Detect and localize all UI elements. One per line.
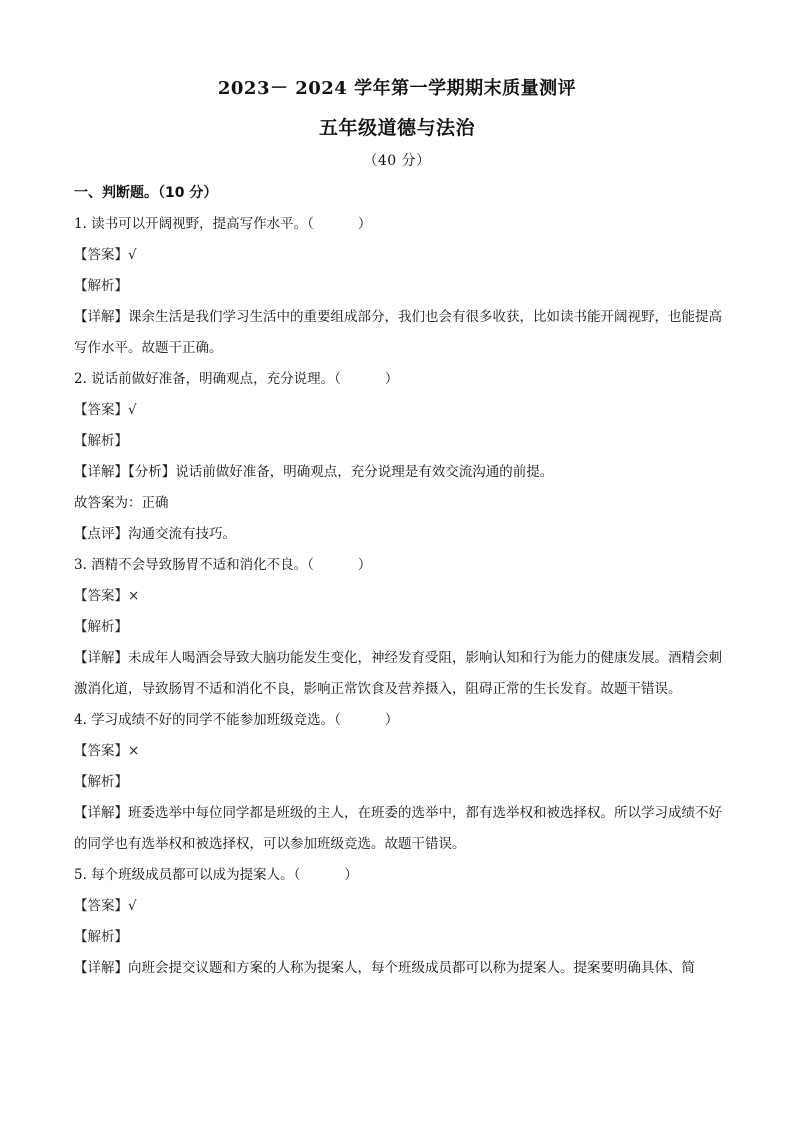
- analysis-label: 【解析】: [74, 929, 128, 945]
- question-5: [74, 860, 722, 891]
- document-subtitle: 五年级道德与法治: [318, 117, 475, 139]
- question-stem: 1. 读书可以开阔视野，提高写作水平。（: [74, 216, 314, 232]
- question-4: [74, 705, 722, 736]
- detail-paragraph: 【详解】课余生活是我们学习生活中的重要组成部分，我们也会有很多收获，比如读书能开阔视野，也能提高写作水平。故题干正确。: [74, 309, 722, 356]
- question-paren-close: ）: [344, 867, 358, 883]
- answer-line: 【答案】√: [74, 402, 137, 418]
- question-3: [74, 550, 722, 581]
- analysis-label: 【解析】: [74, 433, 128, 449]
- answer-line: 【答案】√: [74, 898, 137, 914]
- analysis-label: 【解析】: [74, 278, 128, 294]
- question-stem: 4. 学习成绩不好的同学不能参加班级竞选。（: [74, 712, 341, 728]
- analysis-label: 【解析】: [74, 774, 128, 790]
- section-heading: 一、判断题。（10 分）: [74, 185, 218, 201]
- document-body: [74, 178, 722, 984]
- conclusion-line: 故答案为：正确: [74, 495, 169, 511]
- answer-line: 【答案】×: [74, 743, 140, 759]
- question-2: [74, 364, 722, 395]
- comment-line: 【点评】沟通交流有技巧。: [74, 526, 236, 542]
- detail-paragraph: 【详解】未成年人喝酒会导致大脑功能发生变化，神经发育受阻，影响认知和行为能力的健康发展。酒精会刺激消化道，导致肠胃不适和消化不良，影响正常饮食及营养摄入，阻碍正常的生长发育。故题干错误。: [74, 650, 722, 697]
- question-stem: 3. 酒精不会导致肠胃不适和消化不良。（: [74, 557, 314, 573]
- question-paren-close: ）: [384, 371, 399, 387]
- analysis-label: 【解析】: [74, 619, 128, 635]
- detail-paragraph: 【详解】【分析】说话前做好准备，明确观点，充分说理是有效交流沟通的前提。: [74, 464, 554, 480]
- question-paren-close: ）: [357, 557, 372, 573]
- detail-paragraph: 【详解】班委选举中每位同学都是班级的主人，在班委的选举中，都有选举权和被选择权。所以学习成绩不好的同学也有选举权和被选择权，可以参加班级竞选。故题干错误。: [74, 805, 722, 852]
- question-1: [74, 209, 722, 240]
- question-paren-close: ）: [384, 712, 399, 728]
- question-stem: 5. 每个班级成员都可以成为提案人。（: [74, 867, 301, 883]
- question-stem: 2. 说话前做好准备，明确观点，充分说理。（: [74, 371, 341, 387]
- question-paren-close: ）: [357, 216, 372, 232]
- answer-line: 【答案】×: [74, 588, 140, 604]
- total-score: （40 分）: [363, 153, 431, 169]
- detail-paragraph: 【详解】向班会提交议题和方案的人称为提案人，每个班级成员都可以称为提案人。提案要明确具体、简: [74, 960, 695, 976]
- answer-line: 【答案】√: [74, 247, 137, 263]
- document-title: 2023－ 2024 学年第一学期期末质量测评: [217, 78, 577, 99]
